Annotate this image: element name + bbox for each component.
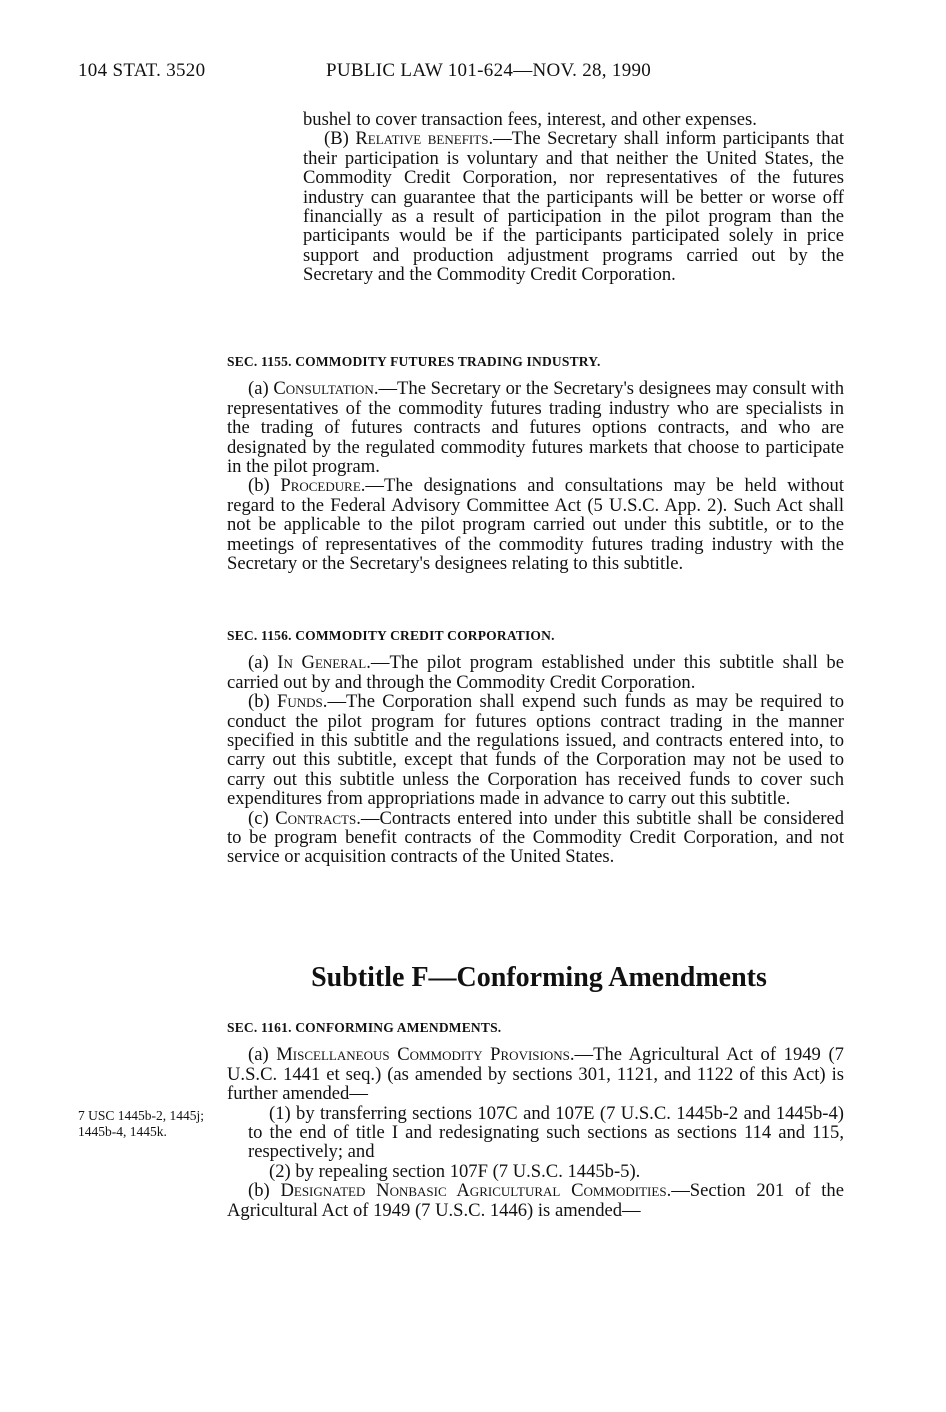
page-stat-number: 104 STAT. 3520 bbox=[78, 60, 206, 81]
para-text: .—Section 201 of the Agricultural Act of 1949 (7 U.S.C. 1446) is amended— bbox=[227, 1180, 844, 1221]
margin-citation-note: 7 USC 1445b-2, 1445j; 1445b-4, 1445k. bbox=[78, 1108, 205, 1139]
para-heading: Funds bbox=[277, 691, 323, 713]
paragraph-contracts bbox=[227, 809, 844, 867]
para-label: (c) bbox=[248, 807, 276, 829]
text-column-top bbox=[227, 110, 844, 285]
clause-2: (2) by repealing section 107F (7 U.S.C. 1445b-5). bbox=[269, 1160, 641, 1182]
para-label: (a) bbox=[248, 378, 274, 400]
section-heading-1155: SEC. 1155. COMMODITY FUTURES TRADING INDUSTRY. bbox=[227, 354, 601, 369]
para-text: .—Contracts entered into under this subtitle shall be considered to be program benefit contracts of the Commodity Credit Corporation, and not service or acquisition contracts of the United States. bbox=[227, 807, 844, 868]
para-heading: Consultation bbox=[273, 378, 374, 400]
para-text: .—The designations and consultations may be held without regard to the Federal Advisory Committee Act (5 U.S.C. App. 2). Such Act shall not be applicable to the pilot program carried out under this subtitle, or to the meetings of representatives of the commodity futures trading industry with the Secretary or the Secretary's designees relating to this subtitle. bbox=[227, 475, 844, 575]
subtitle-heading: Subtitle F—Conforming Amendments bbox=[311, 962, 767, 993]
para-heading: Procedure bbox=[280, 475, 361, 497]
para-label: (b) bbox=[248, 1180, 281, 1202]
para-heading: Designated Nonbasic Agricultural Commodities bbox=[280, 1180, 667, 1202]
section-heading-1156: SEC. 1156. COMMODITY CREDIT CORPORATION. bbox=[227, 628, 555, 643]
para-text: .—The Agricultural Act of 1949 (7 U.S.C. 1441 et seq.) (as amended by sections 301, 1121, and 1122 of this Act) is further amended— bbox=[227, 1044, 844, 1105]
para-text: .—The pilot program established under this subtitle shall be carried out by and through the Commodity Credit Corporation. bbox=[227, 652, 844, 693]
section-1161 bbox=[227, 1018, 844, 1220]
paragraph-continuation: bushel to cover transaction fees, interest, and other expenses. bbox=[303, 109, 757, 130]
para-heading: Miscellaneous Commodity Provisions bbox=[276, 1044, 570, 1066]
para-label: (b) bbox=[248, 475, 281, 497]
paragraph-nonbasic bbox=[227, 1181, 844, 1220]
para-text: .—The Secretary or the Secretary's designees may consult with representatives of the commodity futures trading industry who are specialists in the trading of futures contracts and futures options contracts, and who are designated by the regulated commodity futures markets that choose to participate in the pilot program. bbox=[227, 378, 844, 478]
para-label: (B) bbox=[324, 128, 356, 150]
para-label: (b) bbox=[248, 691, 278, 713]
running-header: PUBLIC LAW 101-624—NOV. 28, 1990 bbox=[326, 60, 652, 81]
paragraph-relative-benefits bbox=[227, 129, 844, 284]
para-heading: Contracts bbox=[275, 807, 357, 829]
section-heading-1161: SEC. 1161. CONFORMING AMENDMENTS. bbox=[227, 1020, 502, 1035]
paragraph-consultation bbox=[227, 379, 844, 476]
paragraph-in-general bbox=[227, 653, 844, 692]
section-1156 bbox=[227, 626, 844, 867]
clause-1: (1) by transferring sections 107C and 107E (7 U.S.C. 1445b-2 and 1445b-4) to the end of title I and redesignating such sections as sections 114 and 115, respectively; and bbox=[248, 1102, 844, 1163]
para-heading: In General bbox=[277, 652, 367, 674]
paragraph-procedure bbox=[227, 476, 844, 573]
para-label: (a) bbox=[248, 652, 278, 674]
paragraph-misc-commodity bbox=[227, 1045, 844, 1103]
para-label: (a) bbox=[248, 1044, 277, 1066]
para-heading: Relative benefits bbox=[355, 128, 489, 150]
section-1155 bbox=[227, 352, 844, 573]
paragraph-funds bbox=[227, 692, 844, 808]
para-text: .—The Secretary shall inform participants that their participation is voluntary and that neither the United States, the Commodity Credit Corporation, nor representatives of the futures industry can guarantee that the participants will be better or worse off financially as a result of participation in the pilot program than the participants would be if the participants participated solely in price support and production adjustment programs carried out by the Secretary and the Commodity Credit Corporation. bbox=[303, 128, 844, 286]
para-text: .—The Corporation shall expend such funds as may be required to conduct the pilot program for futures options contract trading in the manner specified in this subtitle and the regulations issued, and contracts entered into, to carry out this subtitle, except that funds of the Corporation may not be used to carry out this subtitle unless the Corporation has received funds to cover such expenditures from appropriations made in advance to carry out this subtitle. bbox=[227, 691, 844, 810]
